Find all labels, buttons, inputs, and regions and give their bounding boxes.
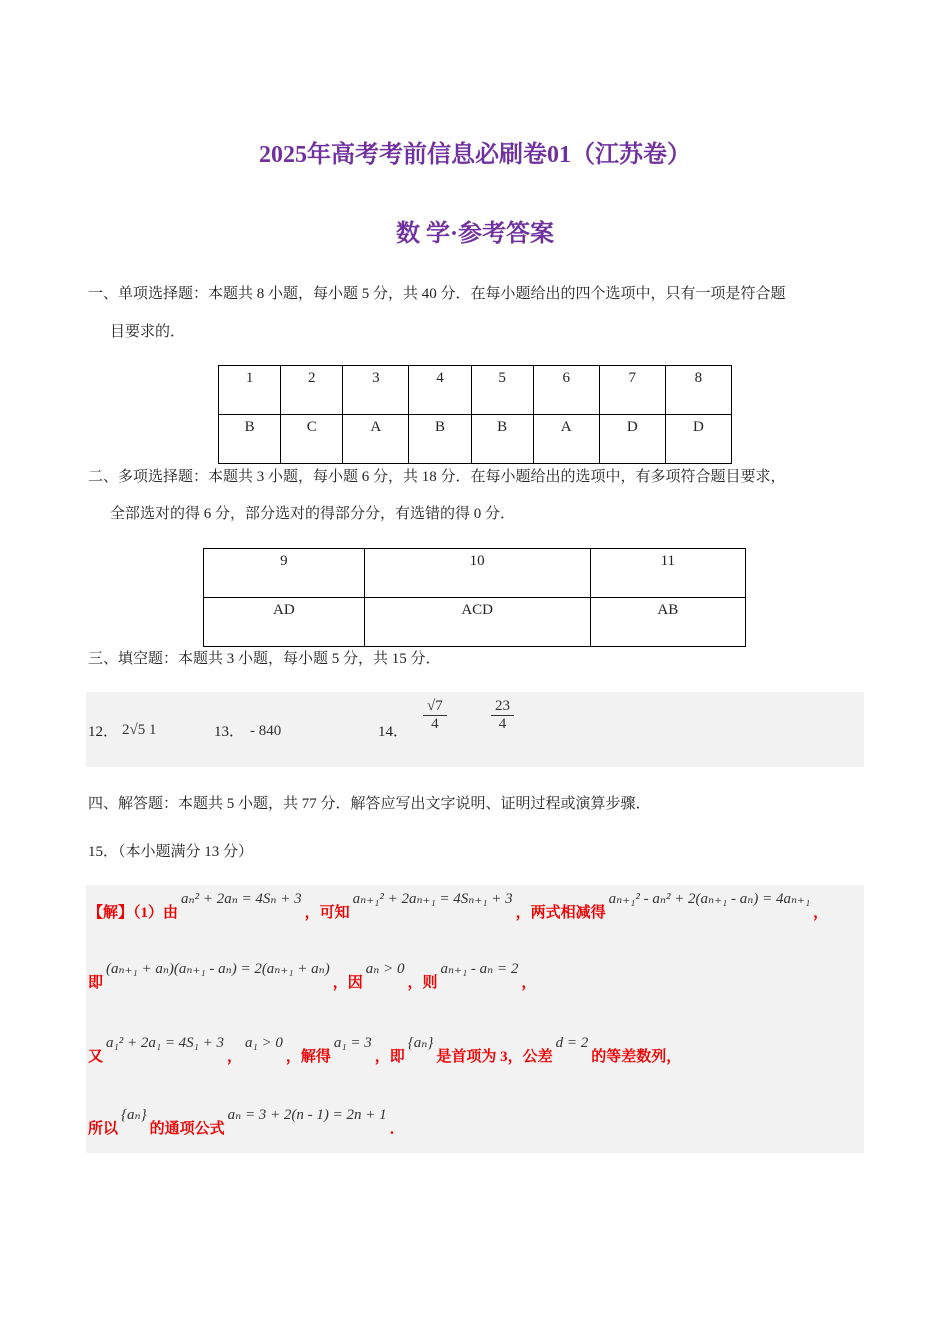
table-cell: 9: [204, 549, 365, 598]
solution-text: 【解】（1）由: [88, 905, 179, 921]
page-title: 2025年高考考前信息必刷卷01（江苏卷）: [259, 142, 691, 168]
table-cell: D: [599, 415, 665, 464]
section4-heading: 四、解答题：本题共 5 小题，共 77 分．解答应写出文字说明、证明过程或演算步骤．: [88, 796, 651, 812]
denominator: 4: [431, 716, 439, 732]
solution-line-2: [88, 961, 537, 992]
table-cell: AB: [590, 598, 745, 647]
q13-label: 13．: [214, 724, 245, 740]
math-expression: a₁ = 3: [333, 1035, 372, 1051]
section1-line2: 目要求的．: [110, 324, 186, 340]
solution-text: 即: [88, 975, 104, 991]
math-expression: (aₙ₊₁ + aₙ)(aₙ₊₁ - aₙ) = 2(aₙ₊₁ + aₙ): [106, 961, 330, 977]
section2-line1: 二、多项选择题：本题共 3 小题，每小题 6 分，共 18 分．在每小题给出的选项中，有多项符合题目要求，: [88, 469, 786, 485]
solution-text: ，: [521, 975, 537, 991]
solution-box: [86, 885, 864, 1153]
table-cell: 6: [533, 366, 599, 415]
multi-choice-answer-table: [203, 548, 746, 647]
solution-text: ．: [389, 1121, 405, 1137]
table-cell: B: [219, 415, 281, 464]
table-cell: 3: [343, 366, 409, 415]
math-expression: aₙ > 0: [365, 961, 405, 977]
solution-text: ，则: [407, 975, 438, 991]
math-expression: aₙ₊₁ - aₙ = 2: [440, 961, 519, 977]
section1-line1: 一、单项选择题：本题共 8 小题，每小题 5 分，共 40 分．在每小题给出的四个选项中，只有一项是符合题: [88, 286, 786, 302]
math-expression: aₙ = 3 + 2(n - 1) = 2n + 1: [227, 1107, 387, 1123]
table-row-numbers: [204, 549, 746, 598]
fill-blank-answers: [86, 692, 864, 767]
table-cell: C: [281, 415, 343, 464]
math-expression: {aₙ}: [407, 1035, 434, 1051]
table-cell: B: [471, 415, 533, 464]
table-cell: 7: [599, 366, 665, 415]
math-expression: aₙ₊₁² + 2aₙ₊₁ = 4Sₙ₊₁ + 3: [352, 891, 513, 907]
section3-heading: 三、填空题：本题共 3 小题，每小题 5 分，共 15 分．: [88, 651, 441, 667]
q14-label: 14．: [378, 724, 409, 740]
math-expression: {aₙ}: [121, 1107, 147, 1123]
solution-text: 的等差数列，: [591, 1049, 682, 1065]
table-cell: 8: [665, 366, 731, 415]
q12-answer: 2√5 1: [122, 722, 157, 738]
math-expression: d = 2: [555, 1035, 589, 1051]
table-cell: 5: [471, 366, 533, 415]
q15-header: 15．（本小题满分 13 分）: [88, 844, 254, 860]
solution-text: ，: [813, 905, 829, 921]
table-cell: 10: [364, 549, 590, 598]
solution-line-3: [88, 1035, 682, 1066]
solution-text: ，: [227, 1049, 243, 1065]
math-expression: a₁ > 0: [245, 1035, 283, 1051]
table-cell: 1: [219, 366, 281, 415]
numerator: √7: [423, 698, 447, 716]
section2-line2: 全部选对的得 6 分，部分选对的得部分分，有选错的得 0 分．: [110, 506, 516, 522]
solution-text: 所以: [88, 1121, 119, 1137]
q12-label: 12．: [88, 724, 119, 740]
table-cell: 4: [409, 366, 471, 415]
math-expression: aₙ² + 2aₙ = 4Sₙ + 3: [181, 891, 302, 907]
numerator: 23: [491, 698, 514, 716]
q14-fraction-2: [491, 698, 514, 733]
solution-text: ，两式相减得: [515, 905, 606, 921]
math-expression: a₁² + 2a₁ = 4S₁ + 3: [106, 1035, 225, 1051]
solution-text: 的通项公式: [149, 1121, 225, 1137]
table-cell: 2: [281, 366, 343, 415]
solution-text: 是首项为 3，公差: [436, 1049, 553, 1065]
q13-answer: - 840: [250, 723, 282, 739]
q14-fraction-1: [423, 698, 447, 733]
table-cell: A: [533, 415, 599, 464]
table-row-answers: [204, 598, 746, 647]
solution-text: ，因: [332, 975, 363, 991]
solution-line-1: [88, 891, 829, 922]
solution-text: ，可知: [304, 905, 350, 921]
solution-text: ，解得: [285, 1049, 331, 1065]
table-cell: 11: [590, 549, 745, 598]
single-choice-answer-table: [218, 365, 732, 464]
table-cell: B: [409, 415, 471, 464]
solution-text: ，即: [374, 1049, 405, 1065]
denominator: 4: [498, 716, 507, 732]
table-cell: ACD: [364, 598, 590, 647]
solution-line-4: [88, 1107, 405, 1138]
table-cell: D: [665, 415, 731, 464]
table-cell: AD: [204, 598, 365, 647]
table-cell: A: [343, 415, 409, 464]
page-subtitle: 数 学·参考答案: [395, 221, 554, 247]
table-row-answers: [219, 415, 732, 464]
math-expression: aₙ₊₁² - aₙ² + 2(aₙ₊₁ - aₙ) = 4aₙ₊₁: [608, 891, 811, 907]
table-row-numbers: [219, 366, 732, 415]
solution-text: 又: [88, 1049, 104, 1065]
